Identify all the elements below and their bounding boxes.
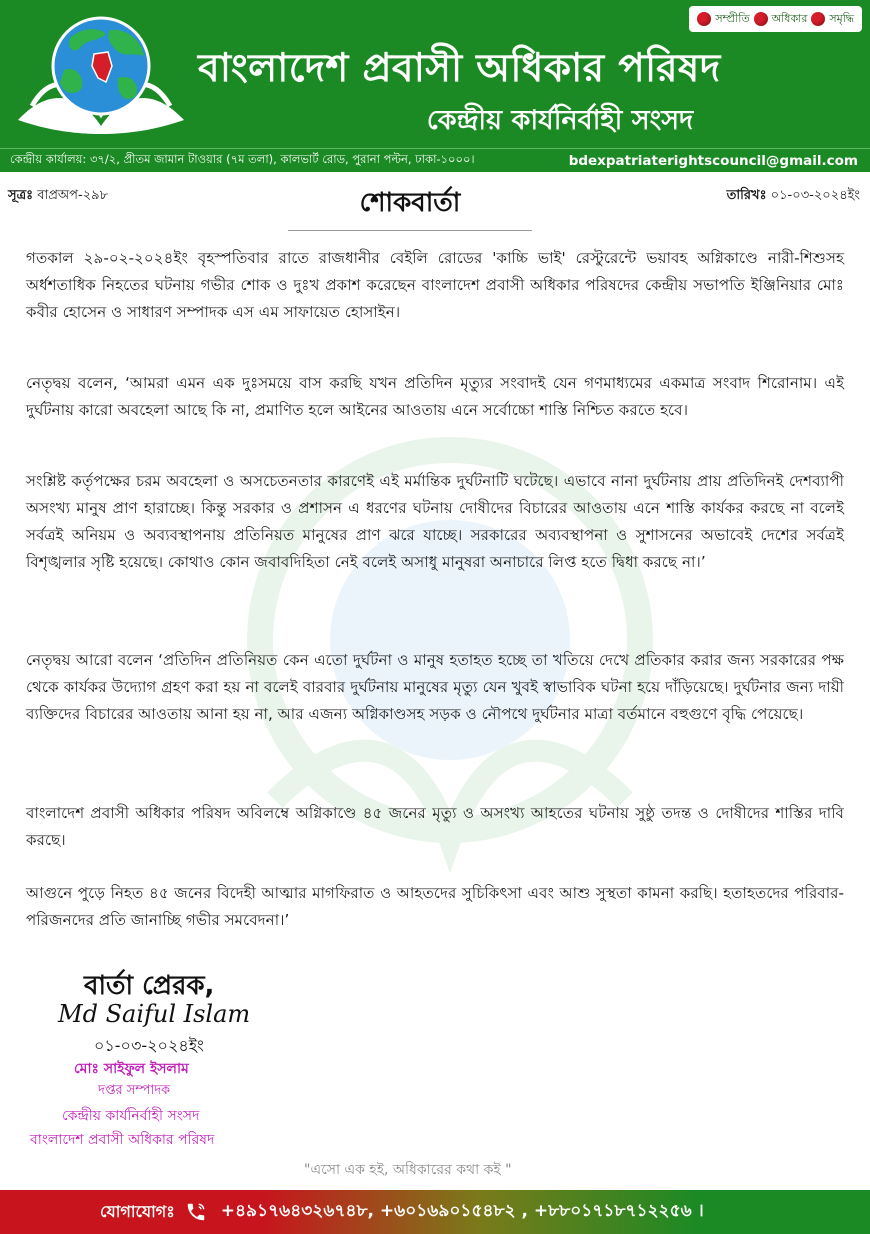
phone-numbers[interactable]: +৪৯১৭৬৪৩২৬৭৪৮, +৬০১৬৯০১৫৪৮২ , +৮৮০১৭১৮৭১২২৫৬ । xyxy=(220,1201,704,1221)
sender-label: বার্তা প্রেরক, xyxy=(84,971,215,1001)
body-paragraph: আগুনে পুড়ে নিহত ৪৫ জনের বিদেহী আত্মার মাগফিরাত ও আহতদের সুচিকিৎসা এবং আশু সুস্থতা কামনা করছি। হতাহতদের পরিবার-পরিজনদের প্রতি জানাচ্ছি গভীর সমবেদনা।’ xyxy=(26,884,844,929)
address-bar xyxy=(0,148,870,172)
phone-icon xyxy=(185,1201,207,1223)
signatory-committee: কেন্দ্রীয় কার্যনির্বাহী সংসদ xyxy=(62,1108,200,1124)
reference-label: সূত্রঃ xyxy=(8,188,34,203)
body-paragraph: বাংলাদেশ প্রবাসী অধিকার পরিষদ অবিলম্বে অগ্নিকাণ্ডে ৪৫ জনের মৃত্যু ও অসংখ্য আহতের ঘটনায় সুষ্ঠু তদন্ত ও দোষীদের শাস্তির দাবি করছে। xyxy=(26,804,844,849)
contact-footer xyxy=(0,1190,870,1234)
signatory-organization: বাংলাদেশ প্রবাসী অধিকার পরিষদ xyxy=(30,1132,215,1148)
motto: "এসো এক হই, অধিকারের কথা কই " xyxy=(304,1162,512,1178)
slogan-item xyxy=(811,10,854,29)
globe-lotus-logo-icon xyxy=(10,8,192,140)
body-paragraph: নেতৃদ্বয় আরো বলেন ‘প্রতিদিন প্রতিনিয়ত কেন এতো দুর্ঘটনা ও মানুষ হতাহত হচ্ছে তা খতিয়ে দেখে প্রতিকার করার জন্য সরকারের পক্ষ থেকে কার্যকর উদ্যোগ গ্রহণ করা হয় না বলেই বারবার দুর্ঘটনায় মানুষের মৃত্যু যেন খুবই স্বাভাবিক ঘটনা হয়ে দাঁড়িয়েছে। দুর্ঘটনার জন্য দায়ী ব্যক্তিদের বিচারের আওতায় আনা হয় না, আর এজন্য অগ্নিকাণ্ডসহ সড়ক ও নৌপথে দুর্ঘটনার মাত্রা বর্তমানে বহুগুণে বৃদ্ধি পেয়েছে। xyxy=(26,651,844,723)
body-paragraph: নেতৃদ্বয় বলেন, ‘আমরা এমন এক দুঃসময়ে বাস করছি যখন প্রতিদিন মৃত্যুর সংবাদই যেন গণমাধ্যমের একমাত্র সংবাদ শিরোনাম। এই দুর্ঘটনায় কারো অবহেলা আছে কি না, প্রমাণিত হলে আইনের আওতায় এনে সর্বোচ্চো শাস্তি নিশ্চিত করতে হবে। xyxy=(26,374,844,419)
signatory-role: দপ্তর সম্পাদক xyxy=(98,1083,171,1098)
signature-date: ০১-০৩-২০২৪ইং xyxy=(94,1036,204,1055)
organization-subtitle: কেন্দ্রীয় কার্যনির্বাহী সংসদ xyxy=(426,105,694,136)
letterhead-header xyxy=(0,0,870,148)
date-value: ০১-০৩-২০২৪ইং xyxy=(770,188,860,203)
body-paragraph: সংশ্লিষ্ট কর্তৃপক্ষের চরম অবহেলা ও অসচেতনতার কারণেই এই মর্মান্তিক দুর্ঘটনাটি ঘটেছে। এভাবে নানা দুর্ঘটনায় প্রায় প্রতিদিনই দেশব্যাপী অসংখ্য মানুষ প্রাণ হারাচ্ছে। কিন্তু সরকার ও প্রশাসন এ ধরণের ঘটনায় দোষীদের বিচারের আওতায় এনে শাস্তি কার্যকর করছে না বলেই সর্বত্রই অনিয়ম ও অব্যবস্থাপনায় প্রতিনিয়ত মানুষের প্রাণ ঝরে যাচ্ছে। সরকারের অব্যবস্থাপনা ও সুশাসনের অভাবেই দেশের সর্বত্রই বিশৃঙ্খলার সৃষ্টি হয়েছে। কোথাও কোন জবাবদিহিতা নেই বলেই অসাধু মানুষরা অনাচারে লিপ্ত হতে দ্বিধা করছে না।’ xyxy=(26,472,844,571)
slogan-strip xyxy=(689,6,862,32)
date-label: তারিখঃ xyxy=(726,188,767,203)
red-bullet-icon xyxy=(811,12,825,26)
organization-name: বাংলাদেশ প্রবাসী অধিকার পরিষদ xyxy=(198,46,721,91)
document-date xyxy=(727,186,860,207)
handwritten-signature: Md Saiful Islam xyxy=(58,1000,251,1028)
slogan-text: অধিকার xyxy=(771,11,808,25)
reference-value: বাপ্রঅপ-২৯৮ xyxy=(37,188,109,203)
office-address: কেন্দ্রীয় কার্যালয়: ৩৭/২, প্রীতম জামান টাওয়ার (৭ম তলা), কালভার্ট রোড, পুরানা পল্টন, ঢাকা-১০০০। xyxy=(10,152,475,166)
document-title: শোকবার্তা xyxy=(288,182,532,231)
slogan-item xyxy=(754,10,808,29)
contact-email[interactable]: bdexpatriaterightscouncil@gmail.com xyxy=(568,152,858,169)
slogan-text: সম্প্রীতি xyxy=(715,11,750,25)
signatory-name: মোঃ সাইফুল ইসলাম xyxy=(74,1061,189,1077)
slogan-text: সমৃদ্ধি xyxy=(829,11,854,25)
red-bullet-icon xyxy=(754,12,768,26)
contact-label: যোগাযোগঃ xyxy=(100,1201,175,1221)
slogan-item xyxy=(697,10,749,29)
body-paragraph: গতকাল ২৯-০২-২০২৪ইং বৃহস্পতিবার রাতে রাজধানীর বেইলি রোডের 'কাচ্চি ভাই' রেস্টুরেন্টে ভয়াবহ অগ্নিকাণ্ডে নারী-শিশুসহ অর্ধশতাধিক নিহতের ঘটনায় গভীর শোক ও দুঃখ প্রকাশ করেছেন বাংলাদেশ প্রবাসী অধিকার পরিষদের কেন্দ্রীয় সভাপতি ইঞ্জিনিয়ার মোঃ কবীর হোসেন ও সাধারণ সম্পাদক এস এম সাফায়েত হোসাইন। xyxy=(26,249,844,321)
reference-number xyxy=(8,186,108,207)
red-bullet-icon xyxy=(697,12,711,26)
